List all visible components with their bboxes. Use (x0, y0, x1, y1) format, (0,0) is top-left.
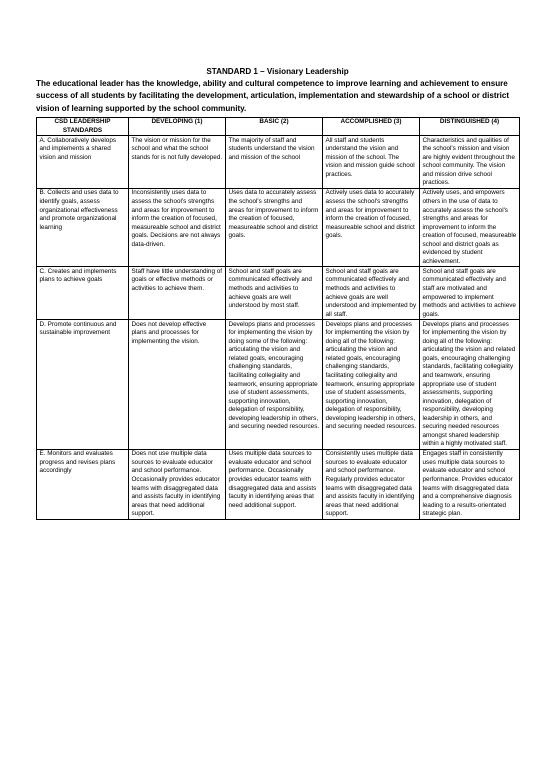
basic-cell: School and staff goals are communicated effectively and methods and activities to achieve goals are well understood by most staff. (226, 267, 323, 320)
table-row (37, 136, 520, 189)
table-header-row (37, 117, 520, 135)
basic-cell: Develops plans and processes for implementing the vision by doing some of the following: articulating the vision and related goals, encouraging challenging standards, facilitating collegiality and teamwork, ensuring appropriate use of student assessments, supporting innovation, delegation of responsibility, developing leadership in others, and securing needed resources. (226, 320, 323, 450)
accomplished-cell: All staff and students understand the vision and mission of the school. The vision and mission guide school practices. (323, 136, 420, 189)
standard-cell: C. Creates and implements plans to achieve goals (37, 267, 129, 320)
distinguished-cell: School and staff goals are communicated effectively and staff are motivated and empowered to implement methods and activities to achieve goals. (420, 267, 520, 320)
header-accomplished: ACCOMPLISHED (3) (323, 117, 420, 135)
distinguished-cell: Characteristics and qualities of the school's mission and vision are highly evident throughout the school community. The vision and mission drive school practices. (420, 136, 520, 189)
accomplished-cell: Actively uses data to accurately assess the school's strengths and areas for improvement to inform the creation of focused, measureable school and district goals. (323, 188, 420, 266)
developing-cell: The vision or mission for the school and what the school stands for is not fully developed. (129, 136, 226, 189)
standard-cell: E. Monitors and evaluates progress and revises plans accordingly (37, 449, 129, 519)
accomplished-cell: School and staff goals are communicated effectively and methods and activities to achieve goals are well understood and implemented by all staff. (323, 267, 420, 320)
accomplished-cell: Develops plans and processes for implementing the vision by doing all of the following: articulating the vision and related goals, encouraging challenging standards, facilitating collegiality and teamwork, ensuring appropriate use of student assessments, supporting innovation, delegation of responsibility, developing leadership in others, and securing needed resources. (323, 320, 420, 450)
standard-cell: A. Collaboratively develops and implements a shared vision and mission (37, 136, 129, 189)
table-row (37, 267, 520, 320)
header-distinguished: DISTINGUISHED (4) (420, 117, 520, 135)
developing-cell: Does not develop effective plans and processes for implementing the vision. (129, 320, 226, 450)
basic-cell: Uses data to accurately assess the school's strengths and areas for improvement to inform the creation of focused, measureable school and district goals. (226, 188, 323, 266)
basic-cell: The majority of staff and students understand the vision and mission of the school (226, 136, 323, 189)
developing-cell: Staff have little understanding of goals or effective methods or activities to achieve them. (129, 267, 226, 320)
basic-cell: Uses multiple data sources to evaluate educator and school performance. Occasionally provides educator teams with disaggregated data and assists faculty in identifying areas that need additional support. (226, 449, 323, 519)
distinguished-cell: Actively uses, and empowers others in the use of data to accurately assess the school's strengths and areas for improvement to inform the creation of focused, measureable school and district goals as evidenced by student achievement. (420, 188, 520, 266)
document-page (36, 66, 519, 520)
standard-cell: D. Promote continuous and sustainable improvement (37, 320, 129, 450)
developing-cell: Inconsistently uses data to assess the school's strengths and areas for improvement to inform the creation of focused, measureable school and district goals. Decisions are not always data-driven. (129, 188, 226, 266)
header-standards: CSD LEADERSHIP STANDARDS (37, 117, 129, 135)
table-row (37, 320, 520, 450)
distinguished-cell: Engages staff in consistently uses multiple data sources to evaluate educator and school performance. Provides educator teams with disaggregated data and a comprehensive diagnosis leading to a results-orientated strategic plan. (420, 449, 520, 519)
developing-cell: Does not use multiple data sources to evaluate educator and school performance. Occasionally provides educator teams with disaggregated data and assists faculty in identifying areas that need additional support. (129, 449, 226, 519)
standard-description: The educational leader has the knowledge, ability and cultural competence to improve learning and achievement to ensure success of all students by facilitating the development, articulation, implementation and stewardship of a school or district vision of learning supported by the school community. (36, 79, 510, 113)
table-row (37, 449, 520, 519)
standard-cell: B. Collects and uses data to identify goals, assess organizational effectiveness and promote organizational learning (37, 188, 129, 266)
accomplished-cell: Consistently uses multiple data sources to evaluate educator and school performance. Regularly provides educator teams with disaggregated data and assists faculty in identifying areas that need additional support. (323, 449, 420, 519)
standard-title: STANDARD 1 – Visionary Leadership (206, 67, 349, 76)
header-basic: BASIC (2) (226, 117, 323, 135)
table-row (37, 188, 520, 266)
rubric-table (36, 117, 520, 520)
distinguished-cell: Develops plans and processes for implementing the vision by doing all of the following: articulating the vision and related goals, encouraging challenging standards, facilitating collegiality and teamwork, ensuring appropriate use of student assessments, supporting innovation, delegation of responsibility, developing leadership in others, and securing needed resources amongst shared leadership within a highly motivated staff. (420, 320, 520, 450)
header-developing: DEVELOPING (1) (129, 117, 226, 135)
